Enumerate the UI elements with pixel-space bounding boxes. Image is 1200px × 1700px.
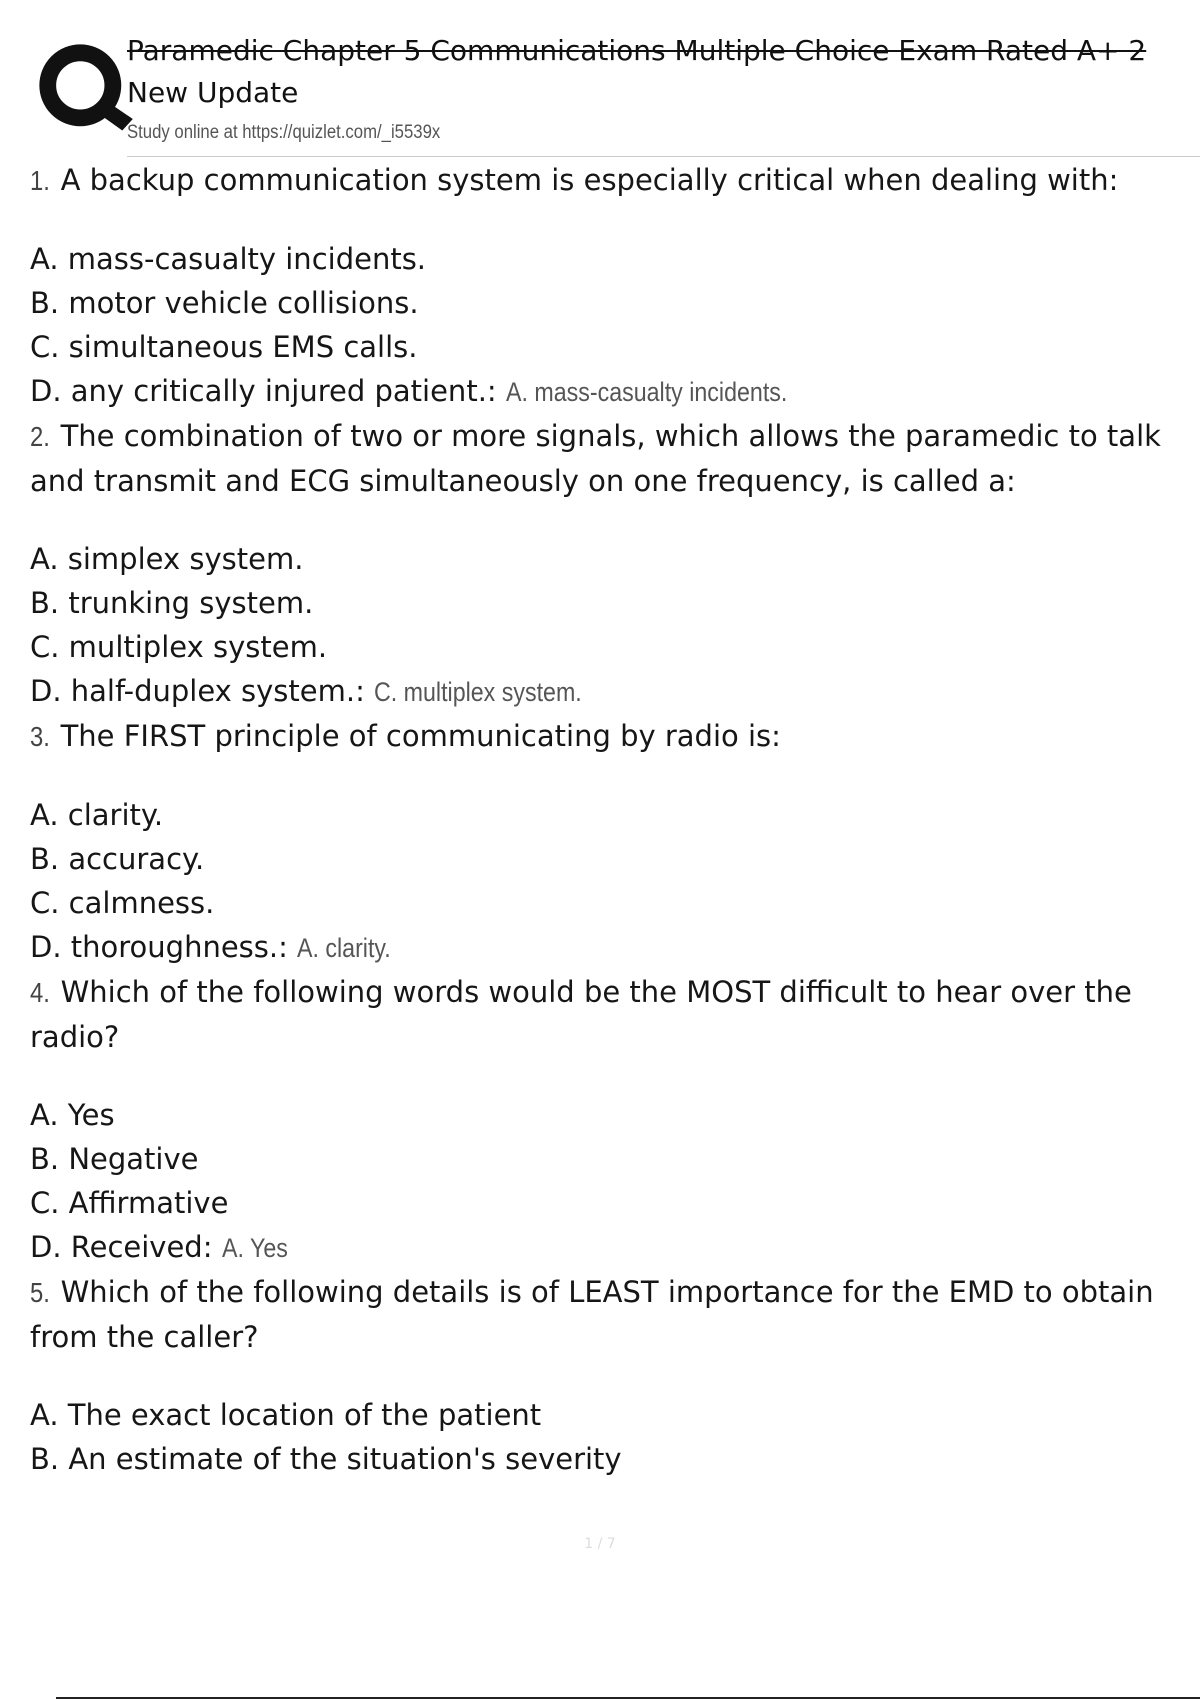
correct-answer: C. multiplex system. [374, 677, 582, 707]
answer-option-b: B. trunking system. [30, 586, 314, 620]
answer-option-a: A. The exact location of the patient [30, 1398, 542, 1432]
answer-option-b: B. An estimate of the situation's severity [30, 1442, 622, 1476]
question-number: 5. [30, 1277, 50, 1308]
question-text: A backup communication system is especially critical when dealing with: [60, 163, 1119, 197]
question-number: 4. [30, 977, 50, 1008]
header-divider [127, 156, 1200, 157]
answer-option-d: D. thoroughness.: [30, 930, 288, 964]
question-number: 1. [30, 165, 50, 196]
question-3 [30, 714, 1200, 970]
question-stem [30, 414, 1200, 503]
answer-option-d: D. Received: [30, 1230, 213, 1264]
question-spacer [30, 759, 1200, 793]
correct-answer: A. Yes [221, 1233, 288, 1263]
answer-option-d: D. half-duplex system.: [30, 674, 365, 708]
answer-option-d-line [30, 1225, 1200, 1270]
answer-option-a: A. simplex system. [30, 542, 304, 576]
page-bottom-divider [56, 1697, 1200, 1699]
answer-option-a: A. clarity. [30, 798, 164, 832]
question-number: 2. [30, 421, 50, 452]
question-stem [30, 714, 1200, 759]
question-text: Which of the following words would be the MOST difficult to hear over the radio? [30, 975, 1132, 1054]
question-stem [30, 970, 1200, 1059]
question-1 [30, 158, 1200, 414]
answer-option-c: C. calmness. [30, 886, 215, 920]
answer-option-a: A. mass-casualty incidents. [30, 242, 427, 276]
question-text: Which of the following details is of LEAST importance for the EMD to obtain from the caller? [30, 1275, 1154, 1354]
question-text: The FIRST principle of communicating by radio is: [60, 719, 781, 753]
study-online-link[interactable]: Study online at https://quizlet.com/_i5539x [127, 122, 441, 143]
answer-option-d: D. any critically injured patient.: [30, 374, 497, 408]
question-5 [30, 1270, 1200, 1481]
question-stem [30, 158, 1200, 203]
answer-option-b: B. accuracy. [30, 842, 205, 876]
answer-option-b: B. Negative [30, 1142, 199, 1176]
correct-answer: A. clarity. [297, 933, 391, 963]
answer-option-a: A. Yes [30, 1098, 115, 1132]
answer-option-d-line [30, 669, 1200, 714]
answer-option-c: C. multiplex system. [30, 630, 328, 664]
answer-option-c: C. Affirmative [30, 1186, 229, 1220]
question-spacer [30, 203, 1200, 237]
answer-option-d-line [30, 925, 1200, 970]
quizlet-logo-icon [32, 36, 137, 141]
answer-option-c: C. simultaneous EMS calls. [30, 330, 418, 364]
question-text: The combination of two or more signals, which allows the paramedic to talk and transmit and ECG simultaneously on one frequency, is called a: [30, 419, 1161, 498]
correct-answer: A. mass-casualty incidents. [505, 377, 788, 407]
document-header [30, 30, 1200, 158]
question-number: 3. [30, 721, 50, 752]
question-2 [30, 414, 1200, 714]
answer-option-b: B. motor vehicle collisions. [30, 286, 419, 320]
document-title-line-2: New Update [127, 76, 299, 109]
question-spacer [30, 1059, 1200, 1093]
document-title-line-1: Paramedic Chapter 5 Communications Multiple Choice Exam Rated A+ 2 [127, 34, 1147, 67]
page-number: 1 / 7 [584, 1536, 616, 1552]
answer-option-d-line [30, 369, 1200, 414]
question-stem [30, 1270, 1200, 1359]
question-4 [30, 970, 1200, 1270]
question-spacer [30, 1359, 1200, 1393]
questions-list [30, 158, 1200, 1481]
question-spacer [30, 503, 1200, 537]
